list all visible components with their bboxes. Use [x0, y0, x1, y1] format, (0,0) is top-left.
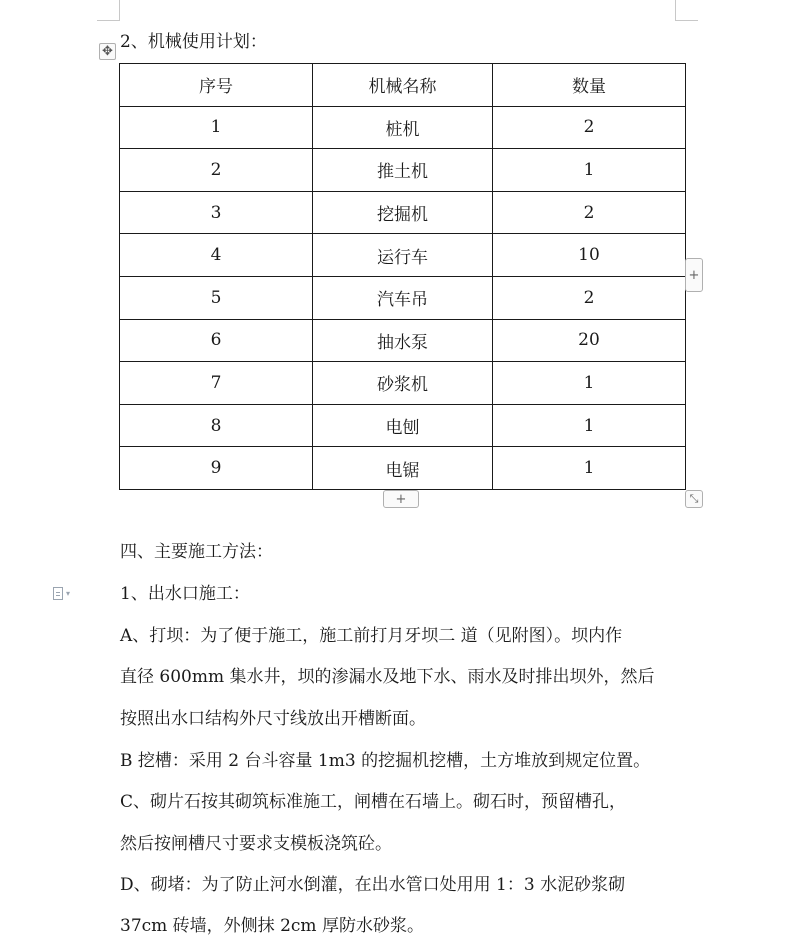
paragraph-options[interactable]	[53, 585, 70, 601]
table-row	[120, 276, 686, 319]
cell-quantity: 1	[493, 362, 686, 405]
move-icon: ✥	[102, 44, 113, 59]
cell-quantity: 2	[493, 106, 686, 149]
table-row	[120, 319, 686, 362]
section-heading: 2、机械使用计划：	[120, 32, 267, 52]
cell-index: 6	[120, 319, 313, 362]
cell-quantity: 1	[493, 447, 686, 490]
table-header-row	[120, 64, 686, 107]
cell-index: 9	[120, 447, 313, 490]
cell-machine-name: 电锯	[313, 447, 493, 490]
body-line: B 挖槽：采用 2 台斗容量 1m3 的挖掘机挖槽，土方堆放到规定位置。	[120, 751, 651, 771]
table-row	[120, 362, 686, 405]
table-row	[120, 404, 686, 447]
cell-quantity: 2	[493, 276, 686, 319]
cell-machine-name: 电刨	[313, 404, 493, 447]
cell-machine-name: 推土机	[313, 149, 493, 192]
table-row	[120, 106, 686, 149]
table-resize-handle[interactable]	[685, 490, 703, 508]
plus-icon: +	[688, 267, 700, 283]
cell-machine-name: 砂浆机	[313, 362, 493, 405]
body-line: 37cm 砖墙，外侧抹 2cm 厚防水砂浆。	[120, 916, 424, 936]
body-line: A、打坝：为了便于施工，施工前打月牙坝二 道（见附图）。坝内作	[120, 626, 623, 646]
page-corner-mark-left	[97, 0, 120, 21]
cell-quantity: 20	[493, 319, 686, 362]
table-row	[120, 191, 686, 234]
cell-index: 8	[120, 404, 313, 447]
header-cell-index: 序号	[120, 64, 313, 107]
add-row-button[interactable]	[383, 490, 419, 508]
table-row	[120, 149, 686, 192]
cell-machine-name: 挖掘机	[313, 191, 493, 234]
cell-index: 4	[120, 234, 313, 277]
plus-icon: +	[395, 491, 407, 507]
cell-index: 1	[120, 106, 313, 149]
cell-quantity: 10	[493, 234, 686, 277]
body-line: 按照出水口结构外尺寸线放出开槽断面。	[120, 709, 426, 729]
cell-quantity: 1	[493, 149, 686, 192]
body-line: 直径 600mm 集水井，坝的渗漏水及地下水、雨水及时排出坝外，然后	[120, 667, 655, 687]
body-line: C、砌片石按其砌筑标准施工，闸槽在石墙上。砌石时，预留槽孔，	[120, 792, 627, 812]
cell-machine-name: 运行车	[313, 234, 493, 277]
table-row	[120, 447, 686, 490]
subheading-outlet-construction: 1、出水口施工：	[120, 584, 250, 604]
resize-icon: ⤡	[689, 492, 699, 505]
machine-plan-table	[119, 63, 686, 490]
table-row	[120, 234, 686, 277]
header-cell-machine-name: 机械名称	[313, 64, 493, 107]
body-line: D、砌堵：为了防止河水倒灌，在出水管口处用用 1：3 水泥砂浆砌	[120, 875, 626, 895]
cell-index: 7	[120, 362, 313, 405]
cell-index: 2	[120, 149, 313, 192]
cell-quantity: 2	[493, 191, 686, 234]
cell-index: 5	[120, 276, 313, 319]
body-line: 然后按闸槽尺寸要求支模板浇筑砼。	[120, 834, 392, 854]
cell-index: 3	[120, 191, 313, 234]
chevron-down-icon: ▾	[66, 588, 71, 598]
cell-machine-name: 汽车吊	[313, 276, 493, 319]
add-column-button[interactable]	[685, 258, 703, 292]
page-corner-mark-right	[675, 0, 698, 21]
table-move-handle[interactable]	[99, 43, 116, 60]
cell-machine-name: 抽水泵	[313, 319, 493, 362]
header-cell-quantity: 数量	[493, 64, 686, 107]
heading-main-methods: 四、主要施工方法：	[120, 542, 273, 562]
cell-quantity: 1	[493, 404, 686, 447]
cell-machine-name: 桩机	[313, 106, 493, 149]
document-icon	[53, 587, 63, 600]
